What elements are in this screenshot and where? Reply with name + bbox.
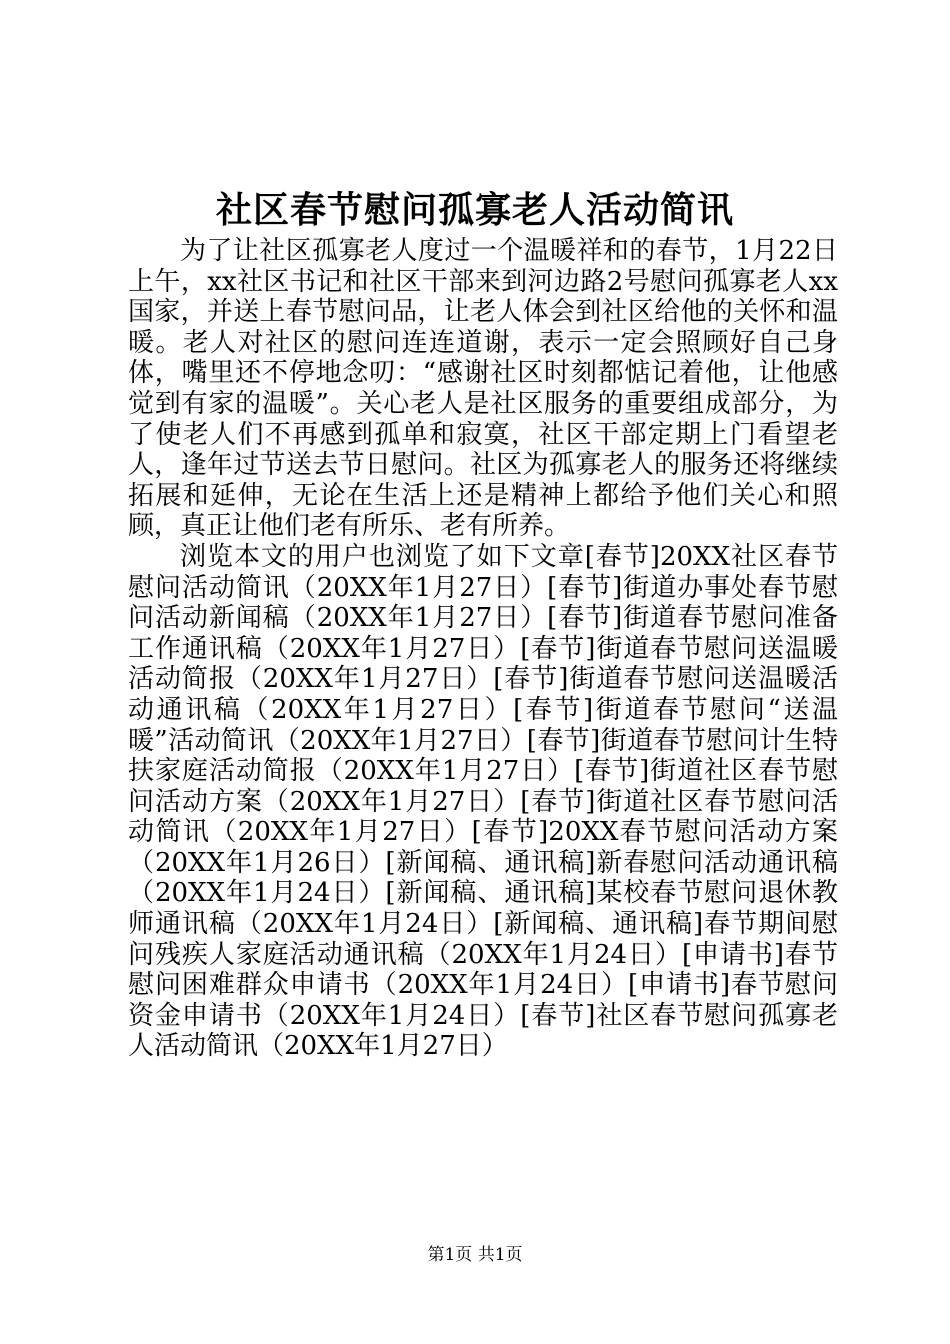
- paragraph-intro: 为了让社区孤寡老人度过一个温暖祥和的春节，1月22日上午，xx社区书记和社区干部来到河边路2号慰问孤寡老人xx国家，并送上春节慰问品，让老人体会到社区给他的关怀和温暖。老人对社区的慰问连连道谢，表示一定会照顾好自己身体，嘴里还不停地念叨：“感谢社区时刻都惦记着他，让他感觉到有家的温暖”。关心老人是社区服务的重要组成部分，为了使老人们不再感到孤单和寂寞，社区干部定期上门看望老人，逢年过节送去节日慰问。社区为孤寡老人的服务还将继续拓展和延伸，无论在生活上还是精神上都给予他们关心和照顾，真正让他们老有所乐、老有所养。: [128, 236, 838, 542]
- document-title: 社区春节慰问孤寡老人活动简讯: [215, 189, 734, 231]
- page-footer: 第1页 共1页: [427, 1245, 523, 1265]
- document-body: [128, 236, 838, 1062]
- paragraph-related-articles: 浏览本文的用户也浏览了如下文章[春节]20XX社区春节慰问活动简讯（20XX年1月27日）[春节]街道办事处春节慰问活动新闻稿（20XX年1月27日）[春节]街道春节慰问准备工作通讯稿（20XX年1月27日）[春节]街道春节慰问送温暖活动简报（20XX年1月27日）[春节]街道春节慰问送温暖活动通讯稿（20XX年1月27日）[春节]街道春节慰问“送温暖”活动简讯（20XX年1月27日）[春节]街道春节慰问计生特扶家庭活动简报（20XX年1月27日）[春节]街道社区春节慰问活动方案（20XX年1月27日）[春节]街道社区春节慰问活动简讯（20XX年1月27日）[春节]20XX春节慰问活动方案（20XX年1月26日）[新闻稿、通讯稿]新春慰问活动通讯稿（20XX年1月24日）[新闻稿、通讯稿]某校春节慰问退休教师通讯稿（20XX年1月24日）[新闻稿、通讯稿]春节期间慰问残疾人家庭活动通讯稿（20XX年1月24日）[申请书]春节慰问困难群众申请书（20XX年1月24日）[申请书]春节慰问资金申请书（20XX年1月24日）[春节]社区春节慰问孤寡老人活动简讯（20XX年1月27日）: [128, 541, 838, 1062]
